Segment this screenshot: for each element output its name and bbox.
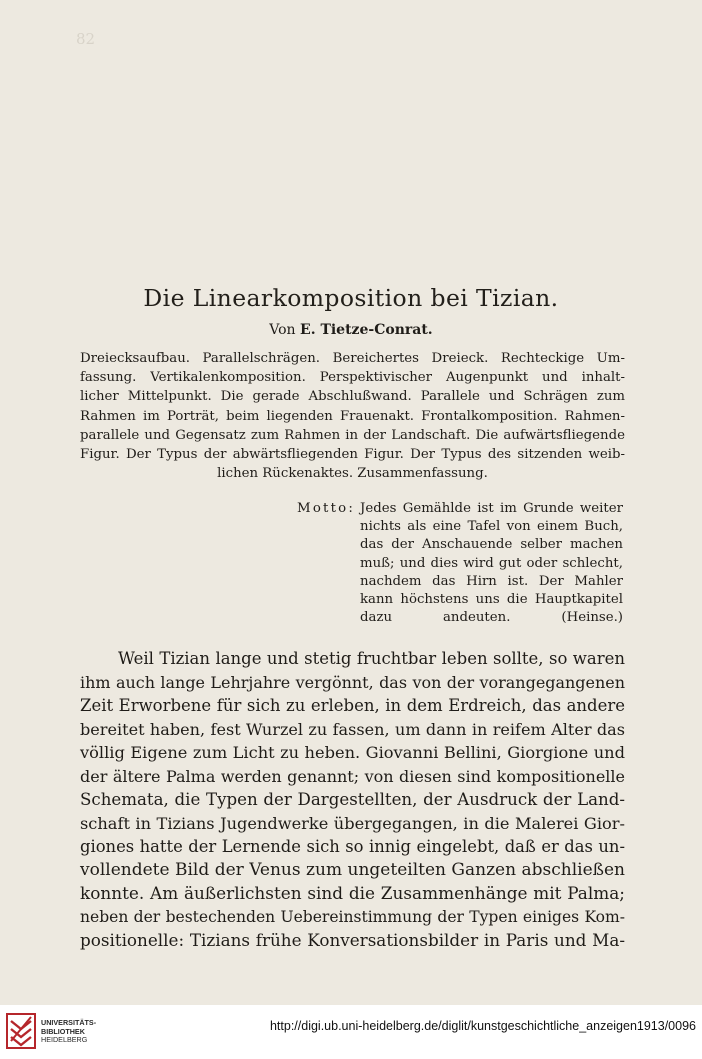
article-title: Die Linearkomposition bei Tizian.	[143, 284, 559, 312]
body-line: konnte. Am äußerlichsten sind die Zusammenhänge mit Palma;	[80, 883, 625, 903]
body-line: völlig Eigene zum Licht zu heben. Giovanni Bellini, Giorgione und	[80, 743, 625, 762]
motto-line: nichts als eine Tafel von einem Buch,	[360, 519, 623, 535]
motto-line: das der Anschauende selber machen	[360, 537, 623, 553]
library-name-line: UNIVERSITÄTS-	[41, 1018, 97, 1027]
abstract-line: fassung. Vertikalenkomposition. Perspektivischer Augenpunkt und inhalt-	[80, 370, 625, 386]
abstract-line: lichen Rückenaktes. Zusammenfassung.	[217, 466, 488, 482]
author-name: E. Tietze-Conrat.	[300, 322, 433, 338]
body-line: positionelle: Tizians frühe Konversationsbilder in Paris und Ma-	[80, 930, 625, 950]
body-line: vollendete Bild der Venus zum ungeteilten Ganzen abschließen	[80, 859, 625, 880]
motto-quote	[360, 500, 623, 627]
source-url-link[interactable]: http://digi.ub.uni-heidelberg.de/diglit/kunstgeschichtliche_anzeigen1913/0096	[269, 1019, 696, 1033]
abstract-line: Rahmen im Porträt, beim liegenden Frauenakt. Frontalkomposition. Rahmen-	[80, 408, 625, 424]
abstract-line: licher Mittelpunkt. Die gerade Abschlußwand. Parallele und Schrägen zum	[80, 389, 625, 405]
footer-bar	[0, 1005, 702, 1059]
library-name-line: BIBLIOTHEK	[41, 1026, 85, 1036]
body-line: Schemata, die Typen der Dargestellten, der Ausdruck der Land-	[80, 790, 625, 809]
abstract-line: Dreiecksaufbau. Parallelschrägen. Bereichertes Dreieck. Rechteckige Um-	[80, 351, 625, 366]
show-through-page-number: 82	[76, 30, 96, 48]
body-line: Weil Tizian lange und stetig fruchtbar leben sollte, so waren	[118, 649, 625, 668]
abstract	[80, 349, 625, 483]
body-paragraph	[80, 647, 625, 953]
body-line: der ältere Palma werden genannt; von diesen sind kompositionelle	[80, 766, 625, 786]
motto-line: nachdem das Hirn ist. Der Mahler	[360, 573, 623, 589]
byline-prefix: Von	[269, 322, 301, 338]
motto-line: Jedes Gemählde ist im Grunde weiter	[360, 501, 623, 516]
body-line: bereitet haben, fest Wurzel zu fassen, um dann in reifem Alter das	[80, 719, 625, 739]
byline	[0, 322, 702, 338]
abstract-line: parallele und Gegensatz zum Rahmen in der Landschaft. Die aufwärtsfliegende	[80, 427, 625, 443]
motto-label: Motto:	[297, 501, 355, 516]
motto-line: kann höchstens uns die Hauptkapitel	[360, 592, 623, 608]
library-name-line: HEIDELBERG	[41, 1035, 88, 1044]
abstract-line: Figur. Der Typus der abwärtsfliegenden Figur. Der Typus des sitzenden weib-	[80, 447, 625, 463]
motto-line: muß; und dies wird gut oder schlecht,	[360, 555, 623, 571]
body-line: schaft in Tizians Jugendwerke übergegangen, in die Malerei Gior-	[80, 813, 625, 833]
body-line: Zeit Erworbene für sich zu erleben, in dem Erdreich, das andere	[80, 696, 625, 715]
body-line: giones hatte der Lernende sich so innig eingelebt, daß er das un-	[80, 837, 625, 856]
body-line: neben der bestechenden Uebereinstimmung der Typen einiges Kom-	[80, 907, 625, 926]
library-name	[41, 1019, 96, 1045]
body-line: ihm auch lange Lehrjahre vergönnt, das von der vorangegangenen	[80, 672, 625, 692]
motto-line: dazu andeuten. (Heinse.)	[360, 610, 623, 626]
university-library-logo-icon	[6, 1013, 36, 1049]
